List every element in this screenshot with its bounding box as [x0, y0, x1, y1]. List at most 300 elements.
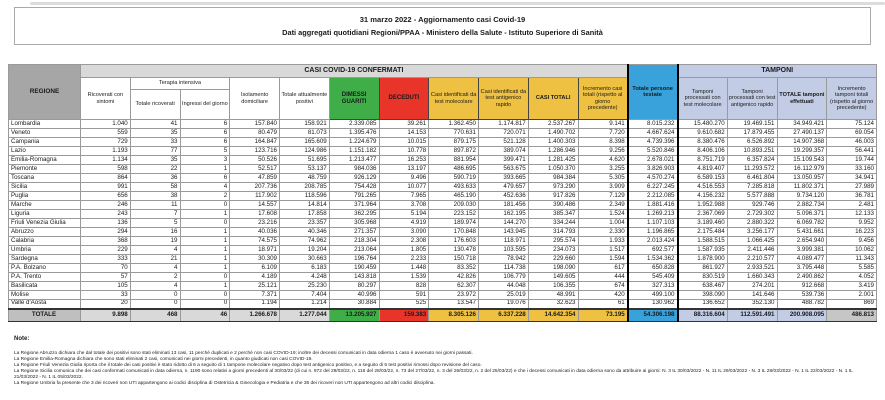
- value-cell: 879.175: [429, 138, 479, 147]
- value-cell: 926.129: [329, 174, 379, 183]
- value-cell: 25.230: [280, 282, 330, 291]
- value-cell: 2.210.577: [727, 255, 777, 264]
- region-name-cell: Veneto: [9, 129, 81, 138]
- value-cell: 74.962: [280, 237, 330, 246]
- value-cell: 929.746: [727, 201, 777, 210]
- value-cell: 271.357: [329, 228, 379, 237]
- value-cell: 234.073: [528, 246, 578, 255]
- value-cell: 1.004: [578, 219, 628, 228]
- value-cell: 23.357: [280, 219, 330, 228]
- value-cell: 0: [180, 219, 230, 228]
- value-cell: 20: [81, 300, 131, 309]
- value-cell: 3.256.177: [727, 228, 777, 237]
- value-cell: 9.898: [81, 309, 131, 322]
- value-cell: 1.534.362: [628, 255, 678, 264]
- value-cell: 12.133: [827, 210, 877, 219]
- value-cell: 692.577: [628, 246, 678, 255]
- value-cell: 1.224.679: [329, 138, 379, 147]
- value-cell: 1: [180, 282, 230, 291]
- value-cell: 112.591.491: [727, 309, 777, 322]
- value-cell: 11: [130, 201, 180, 210]
- value-cell: 136: [81, 219, 131, 228]
- value-cell: 1.266.678: [230, 309, 280, 322]
- value-cell: 2.330: [578, 228, 628, 237]
- value-cell: 352.130: [727, 300, 777, 309]
- column-header-deceduti: DECEDUTI: [379, 78, 429, 120]
- value-cell: 444: [578, 273, 628, 282]
- total-row: [9, 309, 877, 322]
- value-cell: 88.316.604: [678, 309, 728, 322]
- table-row: [9, 156, 877, 165]
- value-cell: 674: [578, 282, 628, 291]
- value-cell: 123.716: [230, 147, 280, 156]
- value-cell: 18.971: [230, 246, 280, 255]
- value-cell: 4.570.274: [628, 174, 678, 183]
- value-cell: 40.346: [280, 228, 330, 237]
- value-cell: 486.813: [827, 309, 877, 322]
- value-cell: 720.071: [479, 129, 529, 138]
- value-cell: 830.519: [678, 273, 728, 282]
- group-header-terapia-intensiva: Terapia intensiva: [130, 78, 230, 90]
- value-cell: 1: [180, 237, 230, 246]
- value-cell: 1.196.865: [628, 228, 678, 237]
- value-cell: 2.233: [379, 255, 429, 264]
- value-cell: 46: [180, 309, 230, 322]
- value-cell: 598: [81, 165, 131, 174]
- table-row: [9, 273, 877, 282]
- value-cell: 398.090: [678, 291, 728, 300]
- value-cell: 8.751.719: [678, 156, 728, 165]
- value-cell: 2: [180, 192, 230, 201]
- value-cell: 333: [81, 255, 131, 264]
- value-cell: 6.461.804: [727, 174, 777, 183]
- value-cell: 54.306.198: [628, 309, 678, 322]
- value-cell: 4.189: [230, 273, 280, 282]
- value-cell: 2.339.085: [329, 120, 379, 129]
- value-cell: 17.608: [230, 210, 280, 219]
- value-cell: 452.636: [479, 192, 529, 201]
- value-cell: 6.357.824: [727, 156, 777, 165]
- value-cell: 21: [130, 255, 180, 264]
- value-cell: 23.216: [230, 219, 280, 228]
- value-cell: 1.362.450: [429, 120, 479, 129]
- value-cell: 1.594: [578, 255, 628, 264]
- region-name-cell: Toscana: [9, 174, 81, 183]
- value-cell: 117.902: [230, 192, 280, 201]
- value-cell: 3.419: [827, 282, 877, 291]
- value-cell: 16: [130, 228, 180, 237]
- value-cell: 984.036: [329, 165, 379, 174]
- value-cell: 77: [130, 147, 180, 156]
- value-cell: 19.299.357: [777, 147, 827, 156]
- value-cell: 2.882.734: [777, 201, 827, 210]
- value-cell: 399.471: [479, 156, 529, 165]
- value-cell: 9.734.120: [777, 192, 827, 201]
- value-cell: 3.255: [578, 165, 628, 174]
- value-cell: 656: [81, 192, 131, 201]
- value-cell: 1: [180, 255, 230, 264]
- value-cell: 881.954: [429, 156, 479, 165]
- value-cell: 5.520.846: [628, 147, 678, 156]
- value-cell: 6.227.245: [628, 183, 678, 192]
- table-row: [9, 129, 877, 138]
- value-cell: 3: [180, 156, 230, 165]
- value-cell: 162.195: [479, 210, 529, 219]
- value-cell: 30.884: [329, 300, 379, 309]
- column-header-incremento-tamponi: Incremento tamponi totali (rispetto al giorno precedente): [827, 78, 877, 120]
- value-cell: 40.036: [230, 228, 280, 237]
- table-row: [9, 120, 877, 129]
- page-top-edge: [30, 2, 885, 5]
- value-cell: 1.040: [81, 120, 131, 129]
- value-cell: 41: [130, 120, 180, 129]
- value-cell: 1.286.946: [528, 147, 578, 156]
- value-cell: 2.175.484: [678, 228, 728, 237]
- value-cell: 5.305: [578, 174, 628, 183]
- table-row: [9, 237, 877, 246]
- value-cell: 828: [379, 282, 429, 291]
- value-cell: 149.605: [528, 273, 578, 282]
- value-cell: 559: [81, 129, 131, 138]
- value-cell: 10.778: [379, 147, 429, 156]
- region-name-cell: Piemonte: [9, 165, 81, 174]
- column-header-attualmente-positivi: Totale attualmente positivi: [280, 78, 330, 120]
- note-line-umbria: La Regione Umbria fa presente che 3 dei ricoveri non UTI appartengono ai codici disciplina di Ostetricia & Ginecologia e Pediatria e che 35 dei ricoveri non UTI appartengono ad altri codici disciplina.: [14, 381, 435, 386]
- value-cell: 143.945: [479, 228, 529, 237]
- value-cell: 521.128: [479, 138, 529, 147]
- table-row: [9, 219, 877, 228]
- value-cell: 8.406.106: [678, 147, 728, 156]
- value-cell: 2: [130, 273, 180, 282]
- value-cell: 10.062: [827, 246, 877, 255]
- value-cell: 246: [81, 201, 131, 210]
- value-cell: 362.295: [329, 210, 379, 219]
- table-row: [9, 192, 877, 201]
- value-cell: 4: [130, 282, 180, 291]
- note-line-friuli: La Regione Friuli Venezia Giulia riporta che il totale dei casi positivi è stato ridotto di 6 a seguito di 1 tampone molecolare negativo dopo test antigenico positivo, e a seguito di 5 test positivi rimossi dopo revisione del caso.: [14, 363, 482, 368]
- value-cell: 1: [180, 246, 230, 255]
- value-cell: 1.213.477: [329, 156, 379, 165]
- value-cell: 33: [130, 138, 180, 147]
- value-cell: 5.431.661: [777, 228, 827, 237]
- value-cell: 8.380.476: [678, 138, 728, 147]
- value-cell: 50.526: [230, 156, 280, 165]
- value-cell: 243: [81, 210, 131, 219]
- value-cell: 912.668: [777, 282, 827, 291]
- table-row: [9, 183, 877, 192]
- value-cell: 124.986: [280, 147, 330, 156]
- value-cell: 2.212.085: [628, 192, 678, 201]
- value-cell: 57: [81, 273, 131, 282]
- value-cell: 47.859: [230, 174, 280, 183]
- value-cell: 189.974: [429, 219, 479, 228]
- value-cell: 2.729.302: [727, 210, 777, 219]
- value-cell: 9.456: [827, 237, 877, 246]
- value-cell: 229.660: [528, 255, 578, 264]
- value-cell: 16.223: [827, 228, 877, 237]
- value-cell: 917.826: [528, 192, 578, 201]
- value-cell: 35: [130, 129, 180, 138]
- value-cell: 30.309: [230, 255, 280, 264]
- value-cell: 2.933.521: [727, 264, 777, 273]
- value-cell: 39.261: [379, 120, 429, 129]
- value-cell: 58: [130, 183, 180, 192]
- value-cell: 1: [180, 165, 230, 174]
- value-cell: 103.595: [479, 246, 529, 255]
- region-name-cell: Campania: [9, 138, 81, 147]
- value-cell: 36: [130, 174, 180, 183]
- column-header-ti-ingressi-giorno: Ingressi del giorno: [180, 90, 230, 120]
- value-cell: 22: [130, 165, 180, 174]
- value-cell: 170.848: [429, 228, 479, 237]
- value-cell: 4.516.553: [678, 183, 728, 192]
- value-cell: 40.996: [329, 291, 379, 300]
- value-cell: 1.539: [379, 273, 429, 282]
- value-cell: 1.193: [81, 147, 131, 156]
- value-cell: 638.467: [678, 282, 728, 291]
- value-cell: 0: [180, 300, 230, 309]
- value-cell: 2.349: [578, 201, 628, 210]
- region-name-cell: Lazio: [9, 147, 81, 156]
- value-cell: 617: [578, 264, 628, 273]
- value-cell: 207.736: [230, 183, 280, 192]
- value-cell: 864: [81, 174, 131, 183]
- value-cell: 80.479: [230, 129, 280, 138]
- value-cell: 1.277.044: [280, 309, 330, 322]
- value-cell: 1.194: [230, 300, 280, 309]
- value-cell: 106.355: [528, 282, 578, 291]
- value-cell: 991: [81, 183, 131, 192]
- value-cell: 14.907.368: [777, 138, 827, 147]
- value-cell: 61: [578, 300, 628, 309]
- value-cell: 81.073: [280, 129, 330, 138]
- value-cell: 499.100: [628, 291, 678, 300]
- value-cell: 2.411.446: [727, 246, 777, 255]
- value-cell: 19.204: [280, 246, 330, 255]
- value-cell: 114.738: [479, 264, 529, 273]
- column-header-dimessi-guariti: DIMESSI GUARITI: [329, 78, 379, 120]
- value-cell: 7.720: [578, 129, 628, 138]
- value-cell: 14.814: [280, 201, 330, 210]
- region-name-cell: Valle d'Aosta: [9, 300, 81, 309]
- value-cell: 791.265: [329, 192, 379, 201]
- value-cell: 4.052: [827, 273, 877, 282]
- value-cell: 1.517: [578, 246, 628, 255]
- value-cell: 200.908.095: [777, 309, 827, 322]
- value-cell: 1.269.213: [628, 210, 678, 219]
- value-cell: 9.256: [578, 147, 628, 156]
- value-cell: 10.015: [379, 138, 429, 147]
- value-cell: 11.293.572: [727, 165, 777, 174]
- value-cell: 1.952.988: [678, 201, 728, 210]
- value-cell: 52.517: [230, 165, 280, 174]
- value-cell: 393.665: [479, 174, 529, 183]
- value-cell: 2.654.940: [777, 237, 827, 246]
- column-header-ricoverati: Ricoverati con sintomi: [81, 78, 131, 120]
- value-cell: 223.152: [429, 210, 479, 219]
- value-cell: 486.695: [429, 165, 479, 174]
- value-cell: 4: [130, 264, 180, 273]
- value-cell: 56.441: [827, 147, 877, 156]
- value-cell: 17.879.455: [727, 129, 777, 138]
- value-cell: 1.107.103: [628, 219, 678, 228]
- value-cell: 2.481: [827, 201, 877, 210]
- value-cell: 4.919: [379, 219, 429, 228]
- value-cell: 2.880.322: [727, 219, 777, 228]
- value-cell: 30.663: [280, 255, 330, 264]
- value-cell: 4.248: [280, 273, 330, 282]
- value-cell: 1.134: [81, 156, 131, 165]
- value-cell: 389.074: [479, 147, 529, 156]
- region-name-cell: Lombardia: [9, 120, 81, 129]
- notes-label: Note:: [14, 336, 30, 342]
- value-cell: 159.383: [379, 309, 429, 322]
- value-cell: 4.156.232: [678, 192, 728, 201]
- value-cell: 16.112.979: [777, 165, 827, 174]
- value-cell: 15.480.270: [678, 120, 728, 129]
- value-cell: 493.633: [429, 183, 479, 192]
- column-header-totale-tamponi: TOTALE tamponi effettuati: [777, 78, 827, 120]
- value-cell: 46.003: [827, 138, 877, 147]
- value-cell: 7: [130, 210, 180, 219]
- value-cell: 1.588.515: [678, 237, 728, 246]
- value-cell: 4: [180, 183, 230, 192]
- value-cell: 897.872: [429, 147, 479, 156]
- value-cell: 6: [180, 138, 230, 147]
- value-cell: 1.214: [280, 300, 330, 309]
- region-name-cell: Puglia: [9, 192, 81, 201]
- value-cell: 7.285.818: [727, 183, 777, 192]
- value-cell: 7.371: [230, 291, 280, 300]
- value-cell: 5: [180, 147, 230, 156]
- value-cell: 274.201: [727, 282, 777, 291]
- value-cell: 2.537.267: [528, 120, 578, 129]
- value-cell: 7.965: [379, 192, 429, 201]
- value-cell: 479.657: [479, 183, 529, 192]
- value-cell: 80.297: [329, 282, 379, 291]
- value-cell: 190.459: [329, 264, 379, 273]
- region-name-cell: Umbria: [9, 246, 81, 255]
- region-name-cell: Emilia-Romagna: [9, 156, 81, 165]
- value-cell: 198.090: [528, 264, 578, 273]
- value-cell: 118.596: [280, 192, 330, 201]
- value-cell: 8.398: [578, 138, 628, 147]
- value-cell: 1.878.900: [678, 255, 728, 264]
- value-cell: 729: [81, 138, 131, 147]
- value-cell: 770.631: [429, 129, 479, 138]
- value-cell: 19: [130, 237, 180, 246]
- value-cell: 468: [130, 309, 180, 322]
- value-cell: 295.574: [528, 237, 578, 246]
- covid-data-table: [8, 64, 877, 322]
- value-cell: 158.921: [280, 120, 330, 129]
- value-cell: 465.190: [429, 192, 479, 201]
- value-cell: 34.949.421: [777, 120, 827, 129]
- value-cell: 7.404: [280, 291, 330, 300]
- region-name-cell: Calabria: [9, 237, 81, 246]
- value-cell: 25.121: [230, 282, 280, 291]
- value-cell: 2.678.021: [628, 156, 678, 165]
- value-cell: 861.927: [678, 264, 728, 273]
- column-header-casi-totali: CASI TOTALI: [528, 78, 578, 120]
- value-cell: 3.795.448: [777, 264, 827, 273]
- value-cell: 1.524: [578, 210, 628, 219]
- value-cell: 48.991: [528, 291, 578, 300]
- value-cell: 62.307: [429, 282, 479, 291]
- value-cell: 1.174.817: [479, 120, 529, 129]
- table-row: [9, 228, 877, 237]
- value-cell: 1.050.370: [528, 165, 578, 174]
- value-cell: 83.352: [429, 264, 479, 273]
- notes-section: [14, 336, 872, 387]
- value-cell: 11.802.371: [777, 183, 827, 192]
- value-cell: 3.999.381: [777, 246, 827, 255]
- region-name-cell: Basilicata: [9, 282, 81, 291]
- value-cell: 368: [81, 237, 131, 246]
- value-cell: 130.478: [429, 246, 479, 255]
- value-cell: 176.603: [429, 237, 479, 246]
- value-cell: 1.400.303: [528, 138, 578, 147]
- value-cell: 69.054: [827, 129, 877, 138]
- value-cell: 6.526.892: [727, 138, 777, 147]
- value-cell: 6.109: [230, 264, 280, 273]
- value-cell: 6.337.228: [479, 309, 529, 322]
- value-cell: 0: [130, 300, 180, 309]
- region-name-cell: P.A. Bolzano: [9, 264, 81, 273]
- value-cell: 73.195: [578, 309, 628, 322]
- column-header-tamponi-antigenico: Tamponi processati con test antigenico rapido: [727, 78, 777, 120]
- value-cell: 13.197: [379, 165, 429, 174]
- value-cell: 164.847: [230, 138, 280, 147]
- value-cell: 9.610.682: [678, 129, 728, 138]
- table-row: [9, 174, 877, 183]
- value-cell: 2.001: [827, 291, 877, 300]
- value-cell: 9.496: [379, 174, 429, 183]
- value-cell: 869: [827, 300, 877, 309]
- value-cell: 3.909: [578, 183, 628, 192]
- value-cell: 5.194: [379, 210, 429, 219]
- value-cell: 48.759: [280, 174, 330, 183]
- value-cell: 9.141: [578, 120, 628, 129]
- value-cell: 74.575: [230, 237, 280, 246]
- table-row: [9, 138, 877, 147]
- value-cell: 33.160: [827, 165, 877, 174]
- region-name-cell: Marche: [9, 201, 81, 210]
- value-cell: 165.609: [280, 138, 330, 147]
- region-name-cell: Sardegna: [9, 255, 81, 264]
- value-cell: 105: [81, 282, 131, 291]
- value-cell: 10.893.251: [727, 147, 777, 156]
- value-cell: 4: [130, 246, 180, 255]
- value-cell: 294: [81, 228, 131, 237]
- value-cell: 53.137: [280, 165, 330, 174]
- value-cell: 1.281.425: [528, 156, 578, 165]
- value-cell: 209.030: [429, 201, 479, 210]
- value-cell: 25.019: [479, 291, 529, 300]
- value-cell: 2.367.069: [678, 210, 728, 219]
- value-cell: 6: [180, 174, 230, 183]
- value-cell: 984.384: [528, 174, 578, 183]
- value-cell: 218.304: [329, 237, 379, 246]
- value-cell: 1.660.343: [727, 273, 777, 282]
- value-cell: 1: [180, 228, 230, 237]
- note-line-emilia-romagna: La Regione Emilia-Romagna dichiara che sono stati eliminati 2 casi, comunicati nei giorni precedenti, in quanto giudicati non casi COVID-19.: [14, 357, 313, 362]
- value-cell: 75.124: [827, 120, 877, 129]
- table-row: [9, 291, 877, 300]
- value-cell: 6: [180, 120, 230, 129]
- value-cell: 130.962: [628, 300, 678, 309]
- region-name-cell: Abruzzo: [9, 228, 81, 237]
